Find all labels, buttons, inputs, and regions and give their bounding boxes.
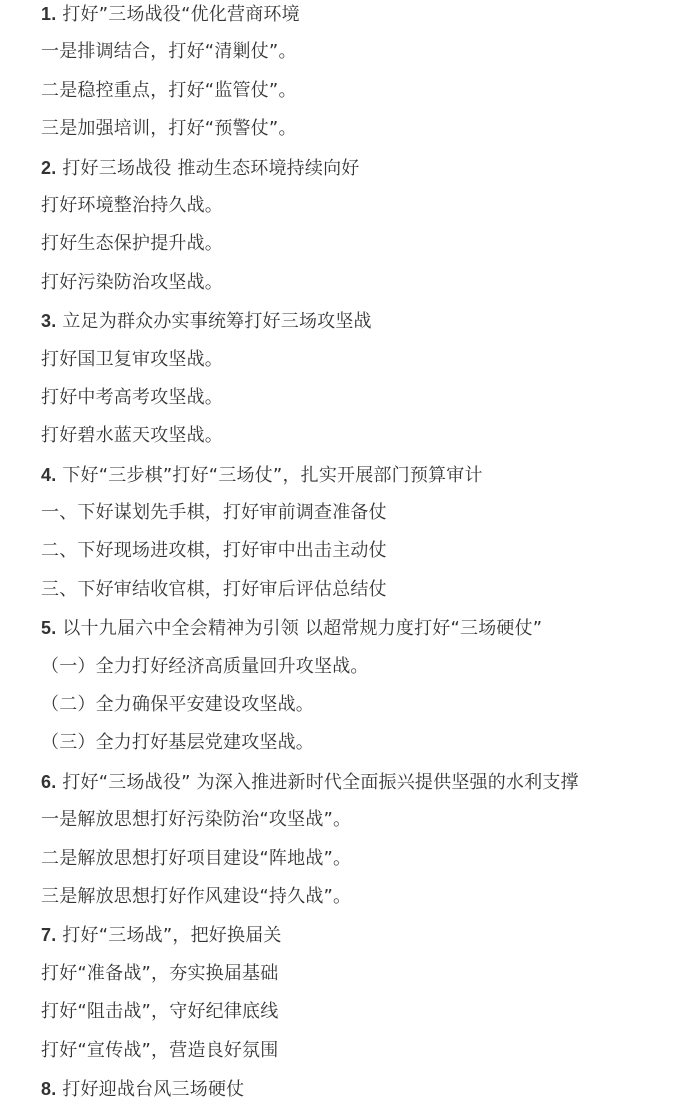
section-heading: [41, 768, 681, 806]
section-title: 打好”三场战役“优化营商环境: [62, 4, 300, 25]
section-title: 立足为群众办实事统筹打好三场攻坚战: [62, 311, 372, 333]
list-item: 打好碧水蓝天攻坚战。: [41, 425, 223, 447]
section-heading: [41, 154, 681, 192]
list-item: 打好环境整治持久战。: [41, 194, 223, 216]
section-heading: [41, 0, 681, 38]
list-item: （一）全力打好经济高质量回升攻坚战。: [41, 655, 369, 677]
section-number: 7.: [41, 925, 57, 946]
section-title: 打好“三场战役” 为深入推进新时代全面振兴提供坚强的水利支撑: [62, 771, 579, 793]
list-item: 打好国卫复审攻坚战。: [41, 348, 223, 370]
section-heading: [41, 614, 681, 652]
section-number: 2.: [41, 157, 57, 178]
list-item: 二是稳控重点，打好“监管仗”。: [41, 79, 297, 101]
section-number: 8.: [41, 1078, 57, 1099]
list-item: （三）全力打好基层党建攻坚战。: [41, 732, 314, 754]
list-item: 三是加强培训，打好“预警仗”。: [41, 118, 297, 140]
section-number: 4.: [41, 464, 57, 485]
list-item: 打好生态保护提升战。: [41, 233, 223, 255]
list-item: 打好中考高考攻坚战。: [41, 386, 223, 408]
section-number: 1.: [41, 4, 57, 24]
list-item: 一、下好谋划先手棋，打好审前调查准备仗: [41, 502, 387, 524]
section-number: 5.: [41, 618, 57, 639]
list-item: 一是排调结合，打好“清剿仗”。: [41, 41, 297, 63]
section-heading: [41, 307, 681, 345]
list-item: 打好“宣传战”，营造良好氛围: [41, 1039, 279, 1061]
list-item: 打好“阻击战”，守好纪律底线: [41, 1001, 279, 1023]
list-item: 打好“准备战”，夯实换届基础: [41, 962, 279, 984]
section-number: 6.: [41, 771, 57, 792]
list-item: 一是解放思想打好污染防治“攻坚战”。: [41, 809, 352, 831]
document-body: [41, 0, 681, 1113]
list-item: 打好污染防治攻坚战。: [41, 271, 223, 293]
list-item: （二）全力确保平安建设攻坚战。: [41, 694, 314, 716]
list-item: 二、下好现场进攻棋，打好审中出击主动仗: [41, 540, 387, 562]
section-heading: [41, 1075, 681, 1113]
section-heading: [41, 461, 681, 499]
list-item: 三是解放思想打好作风建设“持久战”。: [41, 885, 352, 907]
section-title: 打好三场战役 推动生态环境持续向好: [62, 157, 360, 179]
section-heading: [41, 921, 681, 959]
section-title: 打好“三场战”，把好换届关: [62, 925, 282, 947]
section-title: 下好“三步棋”打好“三场仗”，扎实开展部门预算审计: [62, 464, 483, 486]
section-title: 打好迎战台风三场硬仗: [62, 1078, 245, 1100]
section-title: 以十九届六中全会精神为引领 以超常规力度打好“三场硬仗”: [62, 618, 543, 640]
section-number: 3.: [41, 311, 57, 332]
list-item: 二是解放思想打好项目建设“阵地战”。: [41, 847, 352, 869]
list-item: 三、下好审结收官棋，打好审后评估总结仗: [41, 578, 387, 600]
